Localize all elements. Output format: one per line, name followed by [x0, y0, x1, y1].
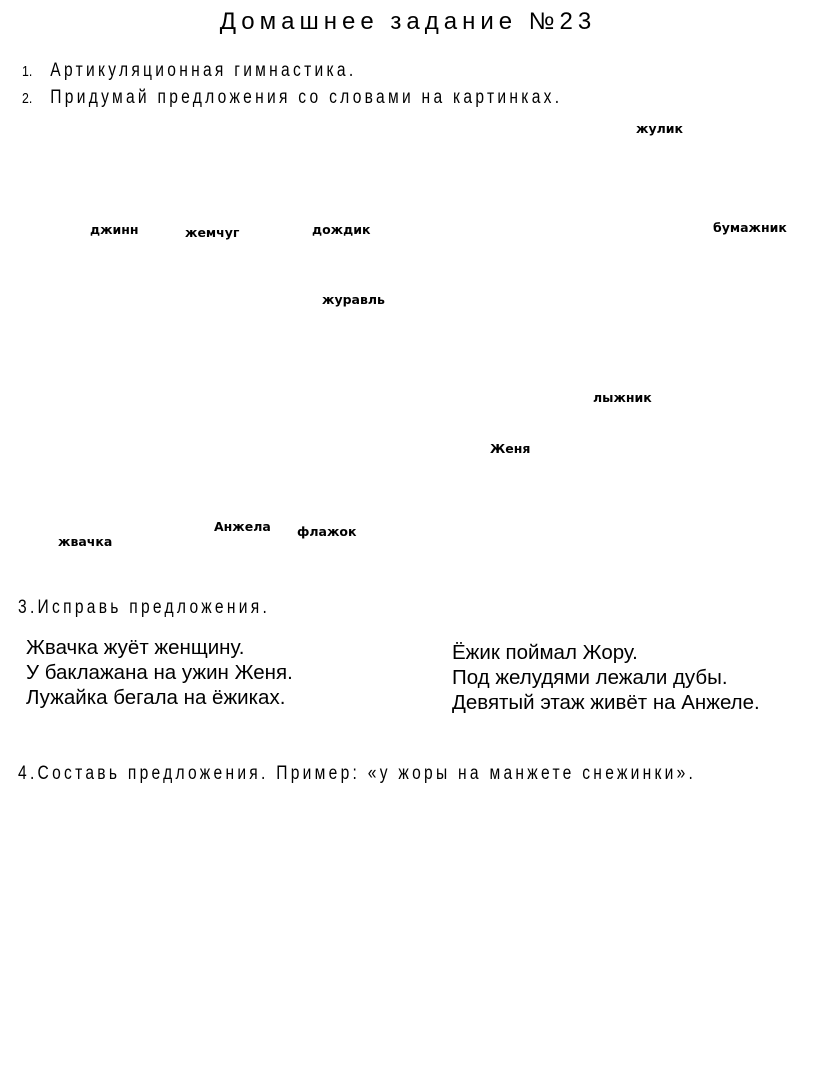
task-2-text: Придумай предложения со словами на картинках.: [50, 87, 563, 108]
word-label: лыжник: [593, 390, 652, 405]
word-label: бумажник: [713, 220, 787, 235]
task-1: [22, 60, 356, 82]
task-4-text: 4.Составь предложения. Пример: «у жоры на манжете снежинки».: [18, 763, 697, 784]
word-label: журавль: [322, 292, 385, 307]
sentence: У баклажана на ужин Женя.: [26, 661, 293, 684]
sentence: Девятый этаж живёт на Анжеле.: [452, 691, 760, 714]
task-1-text: Артикуляционная гимнастика.: [50, 60, 357, 81]
task-4: [18, 763, 696, 785]
sentence: Лужайка бегала на ёжиках.: [26, 686, 286, 709]
sentences-right: [452, 640, 760, 715]
task-2: [22, 87, 562, 109]
task-3-text: 3.Исправь предложения.: [18, 597, 271, 618]
sentence: Под желудями лежали дубы.: [452, 666, 728, 689]
sentence: Ёжик поймал Жору.: [452, 641, 638, 664]
sentences-left: [26, 635, 293, 710]
task-1-number: 1.: [22, 63, 33, 80]
word-label: Женя: [490, 441, 531, 456]
word-label: жвачка: [58, 534, 113, 549]
word-label: жемчуг: [185, 225, 240, 240]
word-label: Анжела: [214, 519, 271, 534]
word-label: джинн: [90, 222, 139, 237]
word-label: флажок: [297, 524, 357, 539]
sentence: Жвачка жуёт женщину.: [26, 636, 245, 659]
task-3: [18, 597, 270, 619]
page-title: Домашнее задание №23: [219, 8, 597, 35]
task-2-number: 2.: [22, 90, 33, 107]
word-label: жулик: [636, 121, 683, 136]
word-label: дождик: [312, 222, 371, 237]
